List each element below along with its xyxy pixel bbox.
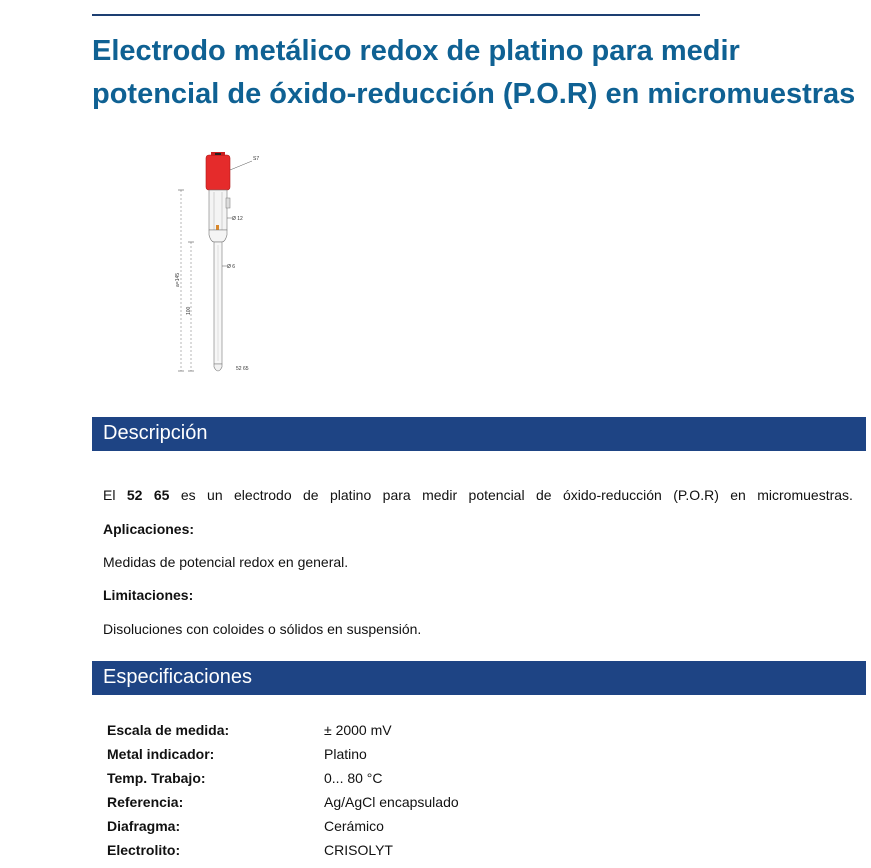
top-rule xyxy=(92,14,700,16)
specifications-heading: Especificaciones xyxy=(103,666,252,688)
spec-key: Electrolito: xyxy=(107,842,181,858)
page-title xyxy=(92,30,871,116)
description-word: medir xyxy=(422,487,458,503)
spec-key: Escala de medida: xyxy=(107,722,230,738)
description-word: es xyxy=(180,487,196,503)
description-word: El xyxy=(103,487,116,503)
description-word: 52 xyxy=(126,487,143,503)
description-word: un xyxy=(207,487,223,503)
spec-row xyxy=(107,746,607,770)
spec-row xyxy=(107,722,607,746)
spec-value: ± 2000 mV xyxy=(324,722,392,738)
model-code-label: 52 65 xyxy=(236,366,249,372)
limitations-text: Disoluciones con coloides o sólidos en suspensión. xyxy=(103,621,422,637)
cap-label: S7 xyxy=(253,156,260,162)
page-title-line-1: Electrodo metálico redox de platino para medir xyxy=(92,35,740,67)
description-heading: Descripción xyxy=(103,422,208,444)
dimension-shaft-length: 100 xyxy=(186,306,192,315)
description-word: potencial xyxy=(468,487,525,503)
description-word: platino xyxy=(330,487,372,503)
description-word: de xyxy=(303,487,319,503)
applications-text: Medidas de potencial redox en general. xyxy=(103,554,349,570)
description-word: en xyxy=(730,487,746,503)
dimension-total-length: a=145 xyxy=(175,272,181,287)
description-header xyxy=(92,417,866,451)
spec-value: Cerámico xyxy=(324,818,384,834)
applications-label: Aplicaciones: xyxy=(103,521,195,537)
limitations-label: Limitaciones: xyxy=(103,587,194,603)
spec-value: CRISOLYT xyxy=(324,842,393,858)
description-word: óxido-reducción xyxy=(562,487,662,503)
electrode-drawing xyxy=(170,145,270,380)
spec-row xyxy=(107,794,607,818)
spec-key: Metal indicador: xyxy=(107,746,215,762)
spec-row xyxy=(107,842,607,866)
spec-row xyxy=(107,770,607,794)
diameter-top-label: Ø 12 xyxy=(232,216,243,222)
description-word: micromuestras. xyxy=(757,487,853,503)
spec-value: 0... 80 °C xyxy=(324,770,383,786)
description-intro xyxy=(103,487,853,503)
description-word: de xyxy=(535,487,552,503)
page-title-line-2: potencial de óxido-reducción (P.O.R) en micromuestras xyxy=(92,78,856,110)
electrode-body xyxy=(209,190,227,230)
description-word: 65 xyxy=(153,487,170,503)
description-word: para xyxy=(382,487,411,503)
description-word: electrodo xyxy=(234,487,292,503)
spec-key: Referencia: xyxy=(107,794,184,810)
electrode-cap xyxy=(206,155,230,190)
spec-value: Platino xyxy=(324,746,367,762)
spec-row xyxy=(107,818,607,842)
spec-key: Temp. Trabajo: xyxy=(107,770,206,786)
diameter-shaft-label: Ø 6 xyxy=(227,264,236,270)
spec-key: Diafragma: xyxy=(107,818,181,834)
specifications-header xyxy=(92,661,866,695)
description-word: (P.O.R) xyxy=(673,487,719,503)
spec-value: Ag/AgCl encapsulado xyxy=(324,794,459,810)
